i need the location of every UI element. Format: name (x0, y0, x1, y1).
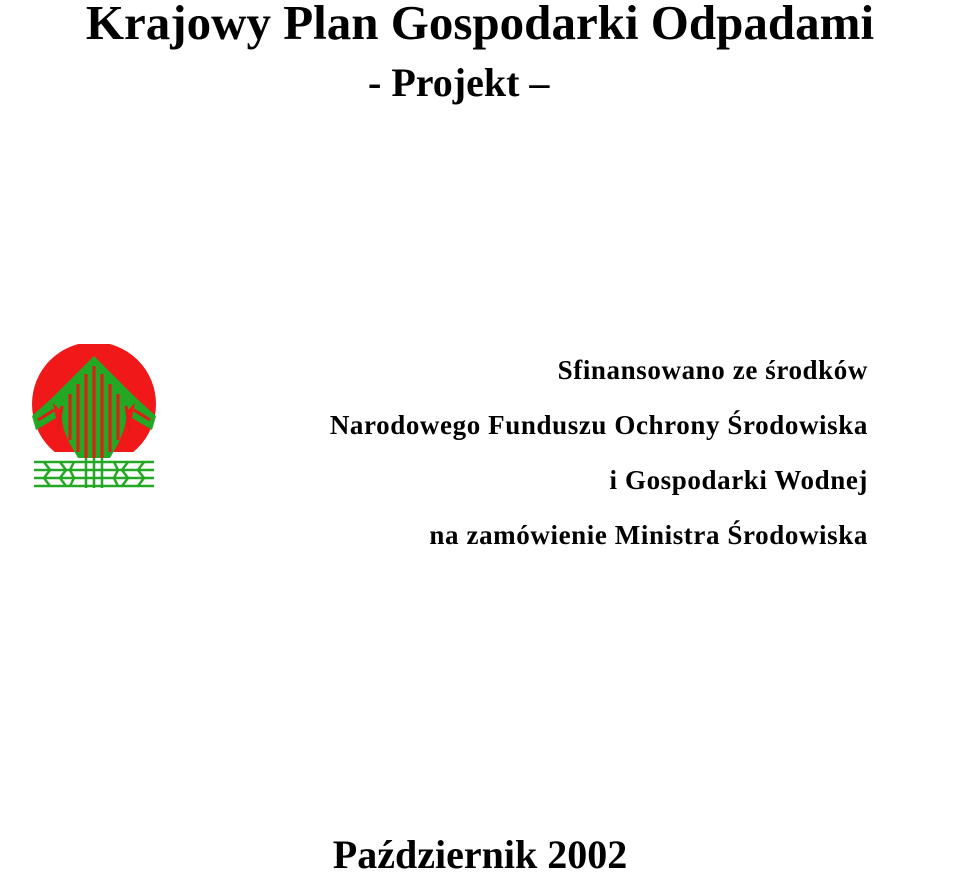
document-title: Krajowy Plan Gospodarki Odpadami (85, 0, 875, 50)
nfosigw-logo-icon (30, 344, 158, 490)
document-date: Październik 2002 (332, 832, 628, 877)
funding-line: Narodowego Funduszu Ochrony Środowiska (329, 410, 868, 440)
logo-graphic (30, 344, 158, 490)
funding-statement (330, 343, 868, 563)
funding-line: i Gospodarki Wodnej (609, 465, 868, 495)
funding-line: Sfinansowano ze środków (557, 355, 868, 385)
funding-line: na zamówienie Ministra Środowiska (429, 520, 868, 550)
document-subtitle: - Projekt – (368, 60, 550, 105)
